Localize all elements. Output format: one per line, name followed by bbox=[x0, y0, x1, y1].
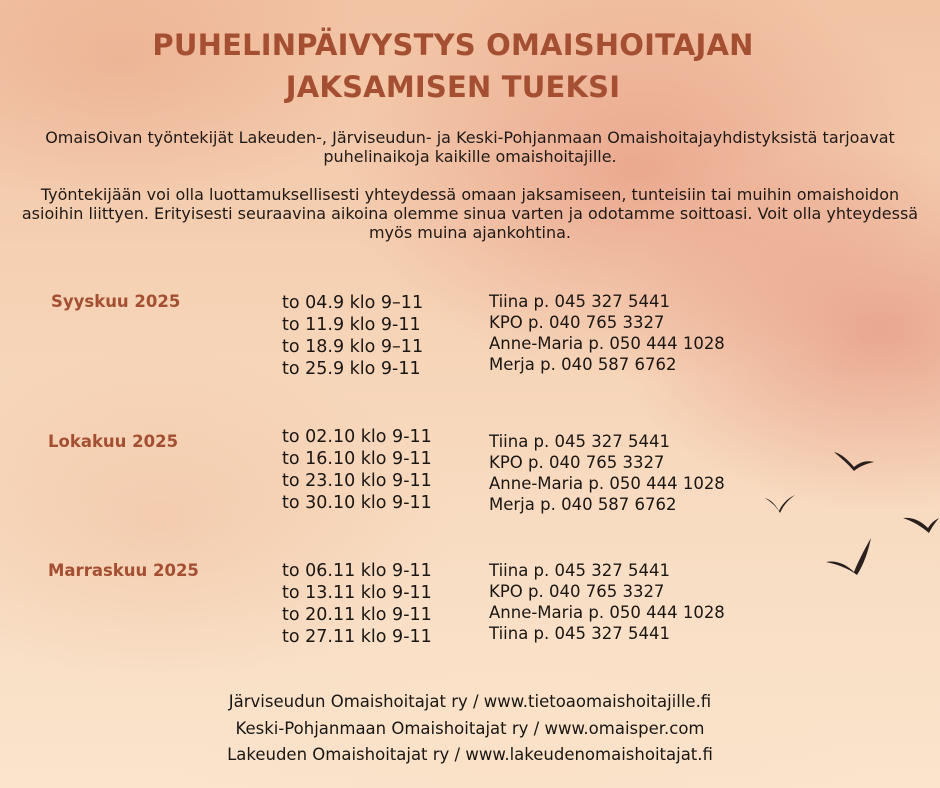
month-label-november: Marraskuu 2025 bbox=[48, 561, 199, 580]
bird-icon bbox=[902, 512, 940, 534]
contacts-october bbox=[489, 431, 725, 515]
footer-line: Järviseudun Omaishoitajat ry / www.tietoaomaishoitajille.fi bbox=[228, 692, 712, 711]
contact-phone: Tiina p. 045 327 5441 bbox=[489, 432, 670, 451]
page-title bbox=[0, 24, 906, 108]
contact-phone: Anne-Maria p. 050 444 1028 bbox=[489, 334, 725, 353]
footer-organizations bbox=[0, 689, 940, 769]
time-slot: to 27.11 klo 9-11 bbox=[282, 627, 432, 647]
month-label-september: Syyskuu 2025 bbox=[51, 292, 181, 311]
contact-phone: Tiina p. 045 327 5441 bbox=[489, 561, 670, 580]
times-october bbox=[282, 426, 432, 514]
month-label-october: Lokakuu 2025 bbox=[48, 432, 179, 451]
time-slot: to 02.10 klo 9-11 bbox=[282, 427, 432, 447]
contact-phone: Merja p. 040 587 6762 bbox=[489, 495, 677, 514]
time-slot: to 06.11 klo 9-11 bbox=[282, 561, 432, 581]
intro-paragraph-1: OmaisOivan työntekijät Lakeuden-, Järviseudun- ja Keski-Pohjanmaan Omaishoitajayhdistyksistä tarjoavat puhelinaikoja kaikille omaishoitajille. bbox=[45, 128, 895, 166]
times-september bbox=[282, 292, 423, 380]
contact-phone: Tiina p. 045 327 5441 bbox=[489, 624, 670, 643]
time-slot: to 18.9 klo 9–11 bbox=[282, 337, 424, 357]
contacts-november bbox=[489, 560, 725, 644]
time-slot: to 25.9 klo 9-11 bbox=[282, 359, 421, 379]
footer-line: Keski-Pohjanmaan Omaishoitajat ry / www.omaisper.com bbox=[235, 718, 705, 738]
intro-text bbox=[10, 128, 930, 242]
title-line-1: PUHELINPÄIVYSTYS OMAISHOITAJAN bbox=[152, 28, 754, 62]
time-slot: to 13.11 klo 9-11 bbox=[282, 583, 432, 603]
contact-phone: Merja p. 040 587 6762 bbox=[489, 355, 677, 374]
contact-phone: KPO p. 040 765 3327 bbox=[489, 453, 665, 472]
time-slot: to 04.9 klo 9–11 bbox=[282, 293, 424, 313]
bird-icon bbox=[824, 536, 874, 576]
footer-line: Lakeuden Omaishoitajat ry / www.lakeudenomaishoitajat.fi bbox=[227, 745, 713, 764]
bird-icon bbox=[764, 494, 796, 514]
title-line-2: JAKSAMISEN TUEKSI bbox=[285, 70, 621, 104]
time-slot: to 16.10 klo 9-11 bbox=[282, 449, 432, 469]
time-slot: to 23.10 klo 9-11 bbox=[282, 471, 432, 491]
contact-phone: Anne-Maria p. 050 444 1028 bbox=[489, 603, 725, 622]
contact-phone: Anne-Maria p. 050 444 1028 bbox=[489, 474, 725, 493]
time-slot: to 11.9 klo 9-11 bbox=[282, 315, 421, 335]
intro-paragraph-2: Työntekijään voi olla luottamuksellisesti yhteydessä omaan jaksamiseen, tunteisiin tai muihin omaishoidon asioihin liittyen. Erityisesti seuraavina aikoina olemme sinua varten ja odotamme soittoasi. Voit olla yhteydessä myös muina ajankohtina. bbox=[21, 185, 919, 242]
times-november bbox=[282, 560, 432, 648]
bird-icon bbox=[832, 450, 876, 472]
contact-phone: Tiina p. 045 327 5441 bbox=[489, 292, 670, 311]
time-slot: to 20.11 klo 9-11 bbox=[282, 605, 432, 625]
contact-phone: KPO p. 040 765 3327 bbox=[489, 582, 665, 601]
contact-phone: KPO p. 040 765 3327 bbox=[489, 313, 665, 332]
contacts-september bbox=[489, 291, 725, 375]
time-slot: to 30.10 klo 9-11 bbox=[282, 493, 432, 513]
